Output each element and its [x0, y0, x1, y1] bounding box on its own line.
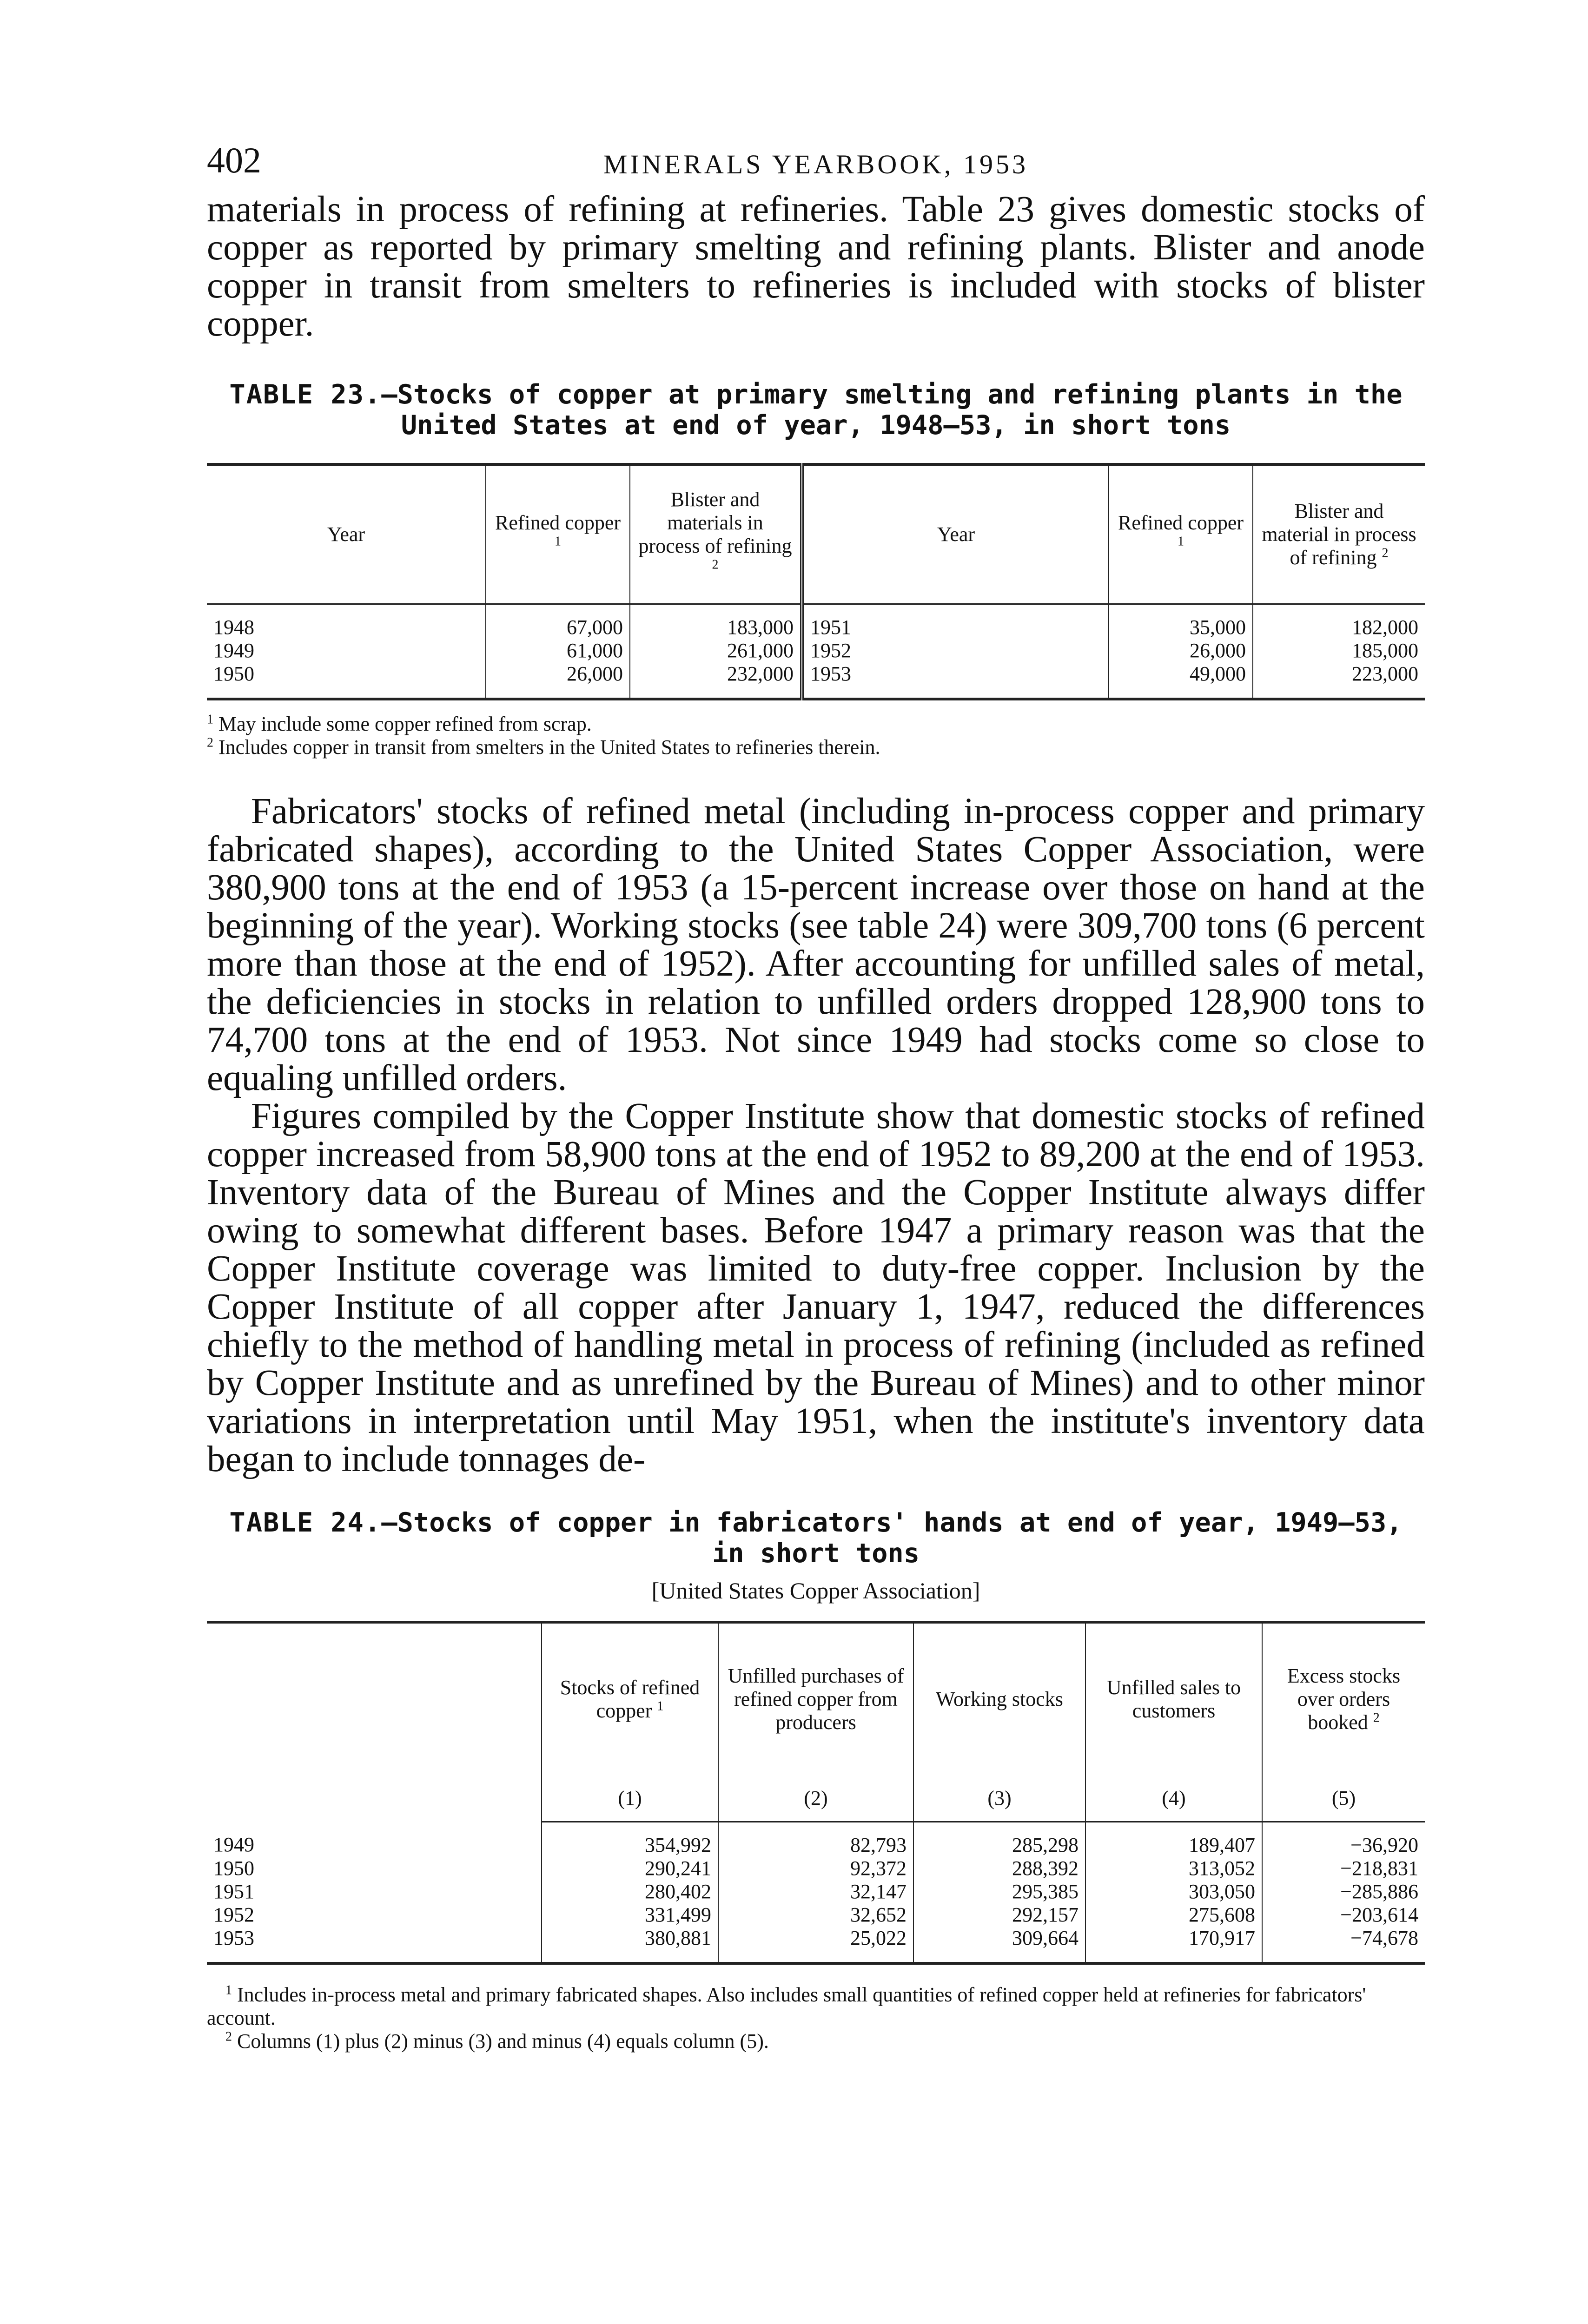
t23-header-blister-right: [1253, 464, 1425, 604]
t23-header-blister-left-label: Blister and materials in process of refining: [638, 488, 792, 557]
t24-colnum: (3): [913, 1776, 1085, 1822]
t23-header-refined-left: [486, 464, 630, 604]
t23-refined: 26,000: [1109, 639, 1253, 662]
t24-header-col1-fn: 1: [657, 1699, 664, 1714]
t24-cell: 189,407: [1085, 1822, 1262, 1857]
footnote-mark: 1: [225, 1983, 232, 1998]
t24-header-col1: [542, 1622, 718, 1776]
t23-blister: 261,000: [630, 639, 802, 662]
t23-refined: 35,000: [1109, 604, 1253, 639]
t23-header-refined-left-label: Refined copper: [495, 511, 621, 534]
t24-cell: 32,652: [718, 1903, 913, 1927]
t24-header-col3-label: Working stocks: [936, 1688, 1063, 1710]
table-row: [207, 604, 1425, 639]
t24-cell: −203,614: [1262, 1903, 1425, 1927]
t24-header-col4-label: Unfilled sales to customers: [1106, 1676, 1241, 1722]
t23-header-blister-right-fn: 2: [1382, 546, 1389, 561]
t23-header-refined-right: [1109, 464, 1253, 604]
t23-blister: 182,000: [1253, 604, 1425, 639]
footnote: [207, 2030, 1425, 2053]
paragraph-fabricators: Fabricators' stocks of refined metal (including in-process copper and primary fabricated shapes), according to the United States Copper Association, were 380,900 tons at the end of 1953 (a 15-percent increase over those on hand at the beginning of the year). Working stocks (see table 24) were 309,700 tons (6 percent more than those at the end of 1952). After accounting for unfilled sales of metal, the deficiencies in stocks in relation to unfilled orders dropped 128,900 tons to 74,700 tons at the end of 1953. Not since 1949 had stocks come so close to equaling unfilled orders.: [207, 791, 1425, 1098]
table-row: [207, 1927, 1425, 1963]
page-header: [207, 139, 1425, 191]
t24-colnum: (4): [1085, 1776, 1262, 1822]
table23-label: TABLE 23.: [229, 379, 382, 410]
t23-year: 1952: [802, 639, 1109, 662]
t24-header-col5-label: Excess stocks over orders booked: [1287, 1664, 1401, 1734]
table-row: [207, 1822, 1425, 1857]
t23-blister: 223,000: [1253, 662, 1425, 699]
table-row: [207, 1903, 1425, 1927]
page: [207, 139, 1425, 2053]
footnote-mark: 2: [207, 735, 213, 750]
page-number: 402: [207, 140, 261, 180]
t23-year: 1948: [213, 615, 254, 639]
t23-header-blister-left-fn: 2: [712, 557, 719, 572]
t23-year: 1953: [802, 662, 1109, 699]
t23-header-refined-left-fn: 1: [555, 534, 561, 549]
t23-header-refined-right-label: Refined copper: [1118, 511, 1244, 534]
t24-header-col5: [1262, 1622, 1425, 1776]
t24-year: 1951: [213, 1880, 254, 1903]
footnote-mark: 2: [225, 2029, 232, 2044]
t24-cell: 280,402: [542, 1880, 718, 1903]
t24-year: 1953: [207, 1927, 542, 1963]
t24-header-col3: [913, 1622, 1085, 1776]
t23-refined: 49,000: [1109, 662, 1253, 699]
t24-cell: −36,920: [1262, 1822, 1425, 1857]
table24: [207, 1621, 1425, 1965]
running-title: MINERALS YEARBOOK, 1953: [603, 149, 1029, 179]
table24-label: TABLE 24.: [229, 1507, 382, 1538]
t24-cell: −218,831: [1262, 1857, 1425, 1880]
t23-refined: 67,000: [486, 604, 630, 639]
footnote-text: Columns (1) plus (2) minus (3) and minus (4) equals column (5).: [237, 2030, 769, 2053]
t24-header-col1-label: Stocks of refined copper: [560, 1676, 700, 1722]
t24-cell: 288,392: [913, 1857, 1085, 1880]
t24-cell: 82,793: [718, 1822, 913, 1857]
t24-colnum: (1): [542, 1776, 718, 1822]
t24-header-col2-label: Unfilled purchases of refined copper from producers: [728, 1664, 904, 1734]
t24-year: 1949: [213, 1833, 254, 1856]
t23-refined: 26,000: [486, 662, 630, 699]
t24-header-year: [207, 1622, 542, 1822]
t24-cell: 292,157: [913, 1903, 1085, 1927]
table24-caption: [207, 1507, 1425, 1569]
t24-colnum: (5): [1262, 1776, 1425, 1822]
t24-colnum: (2): [718, 1776, 913, 1822]
footnote: [207, 713, 1425, 736]
table23-caption: [207, 379, 1425, 441]
t24-cell: 275,608: [1085, 1903, 1262, 1927]
t24-cell: −74,678: [1262, 1927, 1425, 1963]
t24-cell: 25,022: [718, 1927, 913, 1963]
t24-cell: 32,147: [718, 1880, 913, 1903]
t24-cell: 380,881: [542, 1927, 718, 1963]
t24-cell: 331,499: [542, 1903, 718, 1927]
footnote: [207, 736, 1425, 759]
table24-title: —Stocks of copper in fabricators' hands at end of year, 1949–53, in short tons: [381, 1507, 1403, 1569]
t24-cell: 295,385: [913, 1880, 1085, 1903]
t23-header-refined-right-fn: 1: [1178, 534, 1184, 549]
t23-header-blister-left: [630, 464, 802, 604]
t23-year: 1950: [207, 662, 486, 699]
footnote-text: May include some copper refined from scrap.: [218, 712, 592, 735]
t24-cell: 313,052: [1085, 1857, 1262, 1880]
t24-cell: 92,372: [718, 1857, 913, 1880]
paragraph-copper-institute: Figures compiled by the Copper Institute show that domestic stocks of refined copper increased from 58,900 tons at the end of 1952 to 89,200 at the end of 1953. Inventory data of the Bureau of Mines and the Copper Institute always differ owing to somewhat different bases. Before 1947 a primary reason was that the Copper Institute coverage was limited to duty-free copper. Inclusion by the Copper Institute of all copper after January 1, 1947, reduced the differences chiefly to the method of handling metal in process of refining (included as refined by Copper Institute and as unrefined by the Bureau of Mines) and to other minor variations in interpretation until May 1951, when the institute's inventory data began to include tonnages de-: [207, 1096, 1425, 1479]
footnote-text: Includes in-process metal and primary fabricated shapes. Also includes small quantities of refined copper held at refineries for fabricators' account.: [207, 1983, 1366, 2029]
t24-year: 1950: [213, 1857, 254, 1880]
t24-cell: 309,664: [913, 1927, 1085, 1963]
t23-year: 1949: [213, 639, 254, 662]
t23-header-year-left: Year: [207, 464, 486, 604]
table23: [207, 463, 1425, 700]
t24-header-col2: [718, 1622, 913, 1776]
t24-cell: 290,241: [542, 1857, 718, 1880]
t23-header-year-right: Year: [802, 464, 1109, 604]
table-row: [207, 662, 1425, 699]
table24-footnotes: [207, 1983, 1425, 2053]
t24-header-col5-fn: 2: [1373, 1710, 1380, 1725]
t24-cell: 303,050: [1085, 1880, 1262, 1903]
t24-year: 1952: [213, 1903, 254, 1926]
table-row: [207, 1880, 1425, 1903]
table-row: [207, 1857, 1425, 1880]
t23-blister: 232,000: [630, 662, 802, 699]
t23-blister: 183,000: [630, 604, 802, 639]
footnote-mark: 1: [207, 712, 213, 726]
t24-cell: −285,886: [1262, 1880, 1425, 1903]
intro-paragraph: materials in process of refining at refineries. Table 23 gives domestic stocks of copper as reported by primary smelting and refining plants. Blister and anode copper in transit from smelters to refineries is included with stocks of blister copper.: [207, 189, 1425, 344]
t24-cell: 285,298: [913, 1822, 1085, 1857]
t24-header-col4: [1085, 1622, 1262, 1776]
t24-cell: 354,992: [542, 1822, 718, 1857]
footnote-text: Includes copper in transit from smelters in the United States to refineries therein.: [218, 735, 880, 759]
t23-blister: 185,000: [1253, 639, 1425, 662]
t24-cell: 170,917: [1085, 1927, 1262, 1963]
table24-source: [United States Copper Association]: [651, 1577, 980, 1604]
t23-header-blister-right-label: Blister and material in process of refining: [1262, 499, 1416, 569]
footnote: [207, 1983, 1425, 2030]
t23-year: 1951: [802, 604, 1109, 639]
table23-footnotes: [207, 713, 1425, 759]
table23-title: —Stocks of copper at primary smelting and refining plants in the United States at end of year, 1948–53, in short tons: [381, 379, 1403, 441]
table-row: [207, 639, 1425, 662]
t23-refined: 61,000: [486, 639, 630, 662]
